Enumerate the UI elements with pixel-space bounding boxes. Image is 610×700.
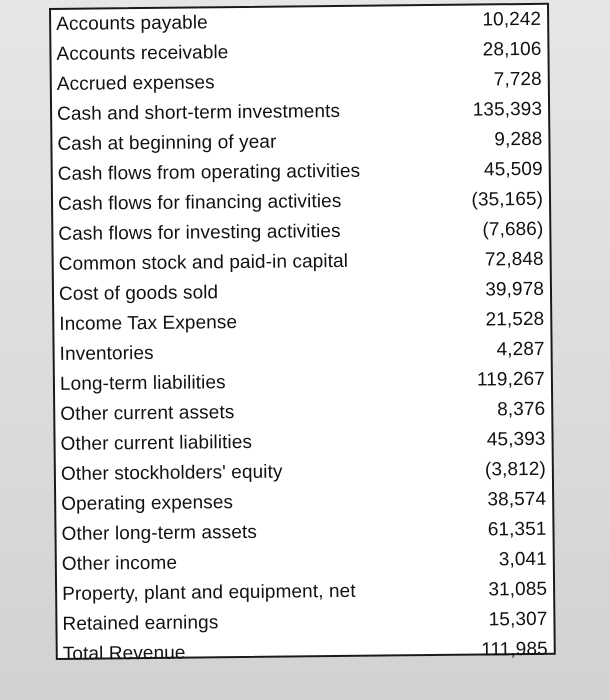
row-value: 39,978 bbox=[485, 278, 545, 301]
row-label: Other income bbox=[61, 552, 178, 575]
row-label: Cash flows for investing activities bbox=[58, 220, 341, 245]
row-value: 9,288 bbox=[494, 128, 543, 151]
row-label: Accrued expenses bbox=[56, 72, 215, 95]
row-value: 72,848 bbox=[484, 248, 544, 271]
row-label: Inventories bbox=[59, 342, 154, 365]
row-label: Cash at beginning of year bbox=[57, 131, 277, 155]
row-value: (3,812) bbox=[484, 458, 546, 481]
row-value: 4,287 bbox=[496, 338, 545, 361]
row-label: Other current liabilities bbox=[60, 431, 253, 455]
row-label: Cash flows from operating activities bbox=[57, 160, 361, 185]
row-label: Other long-term assets bbox=[61, 521, 258, 545]
row-label: Accounts payable bbox=[56, 12, 208, 35]
row-value: 8,376 bbox=[497, 398, 546, 421]
row-value: (35,165) bbox=[471, 188, 544, 211]
row-value: 7,728 bbox=[493, 68, 542, 91]
financial-data-table bbox=[49, 3, 556, 665]
row-label: Total Revenue bbox=[62, 642, 186, 665]
row-value: 119,267 bbox=[476, 368, 546, 391]
row-value: (7,686) bbox=[482, 218, 544, 241]
row-label: Other stockholders' equity bbox=[60, 461, 283, 485]
row-label: Accounts receivable bbox=[56, 42, 229, 65]
row-label: Property, plant and equipment, net bbox=[62, 580, 356, 605]
row-value: 3,041 bbox=[498, 548, 547, 571]
row-value: 21,528 bbox=[485, 308, 545, 331]
row-label: Retained earnings bbox=[62, 612, 219, 635]
row-value: 111,985 bbox=[481, 638, 548, 661]
row-value: 135,393 bbox=[472, 98, 543, 121]
row-label: Other current assets bbox=[60, 402, 235, 425]
row-value: 15,307 bbox=[488, 608, 548, 631]
row-value: 38,574 bbox=[487, 488, 547, 511]
row-label: Cash and short-term investments bbox=[57, 100, 341, 125]
row-value: 61,351 bbox=[487, 518, 547, 541]
row-value: 10,242 bbox=[482, 8, 542, 31]
row-label: Cash flows for financing activities bbox=[57, 190, 342, 215]
row-label: Income Tax Expense bbox=[59, 312, 238, 335]
row-value: 45,509 bbox=[483, 158, 543, 181]
row-label: Operating expenses bbox=[61, 492, 234, 515]
row-value: 31,085 bbox=[488, 578, 548, 601]
row-value: 28,106 bbox=[482, 38, 542, 61]
table-row bbox=[58, 635, 554, 670]
row-label: Cost of goods sold bbox=[58, 282, 219, 305]
row-label: Common stock and paid-in capital bbox=[58, 250, 349, 275]
row-value: 45,393 bbox=[486, 428, 546, 451]
row-label: Long-term liabilities bbox=[59, 372, 226, 395]
